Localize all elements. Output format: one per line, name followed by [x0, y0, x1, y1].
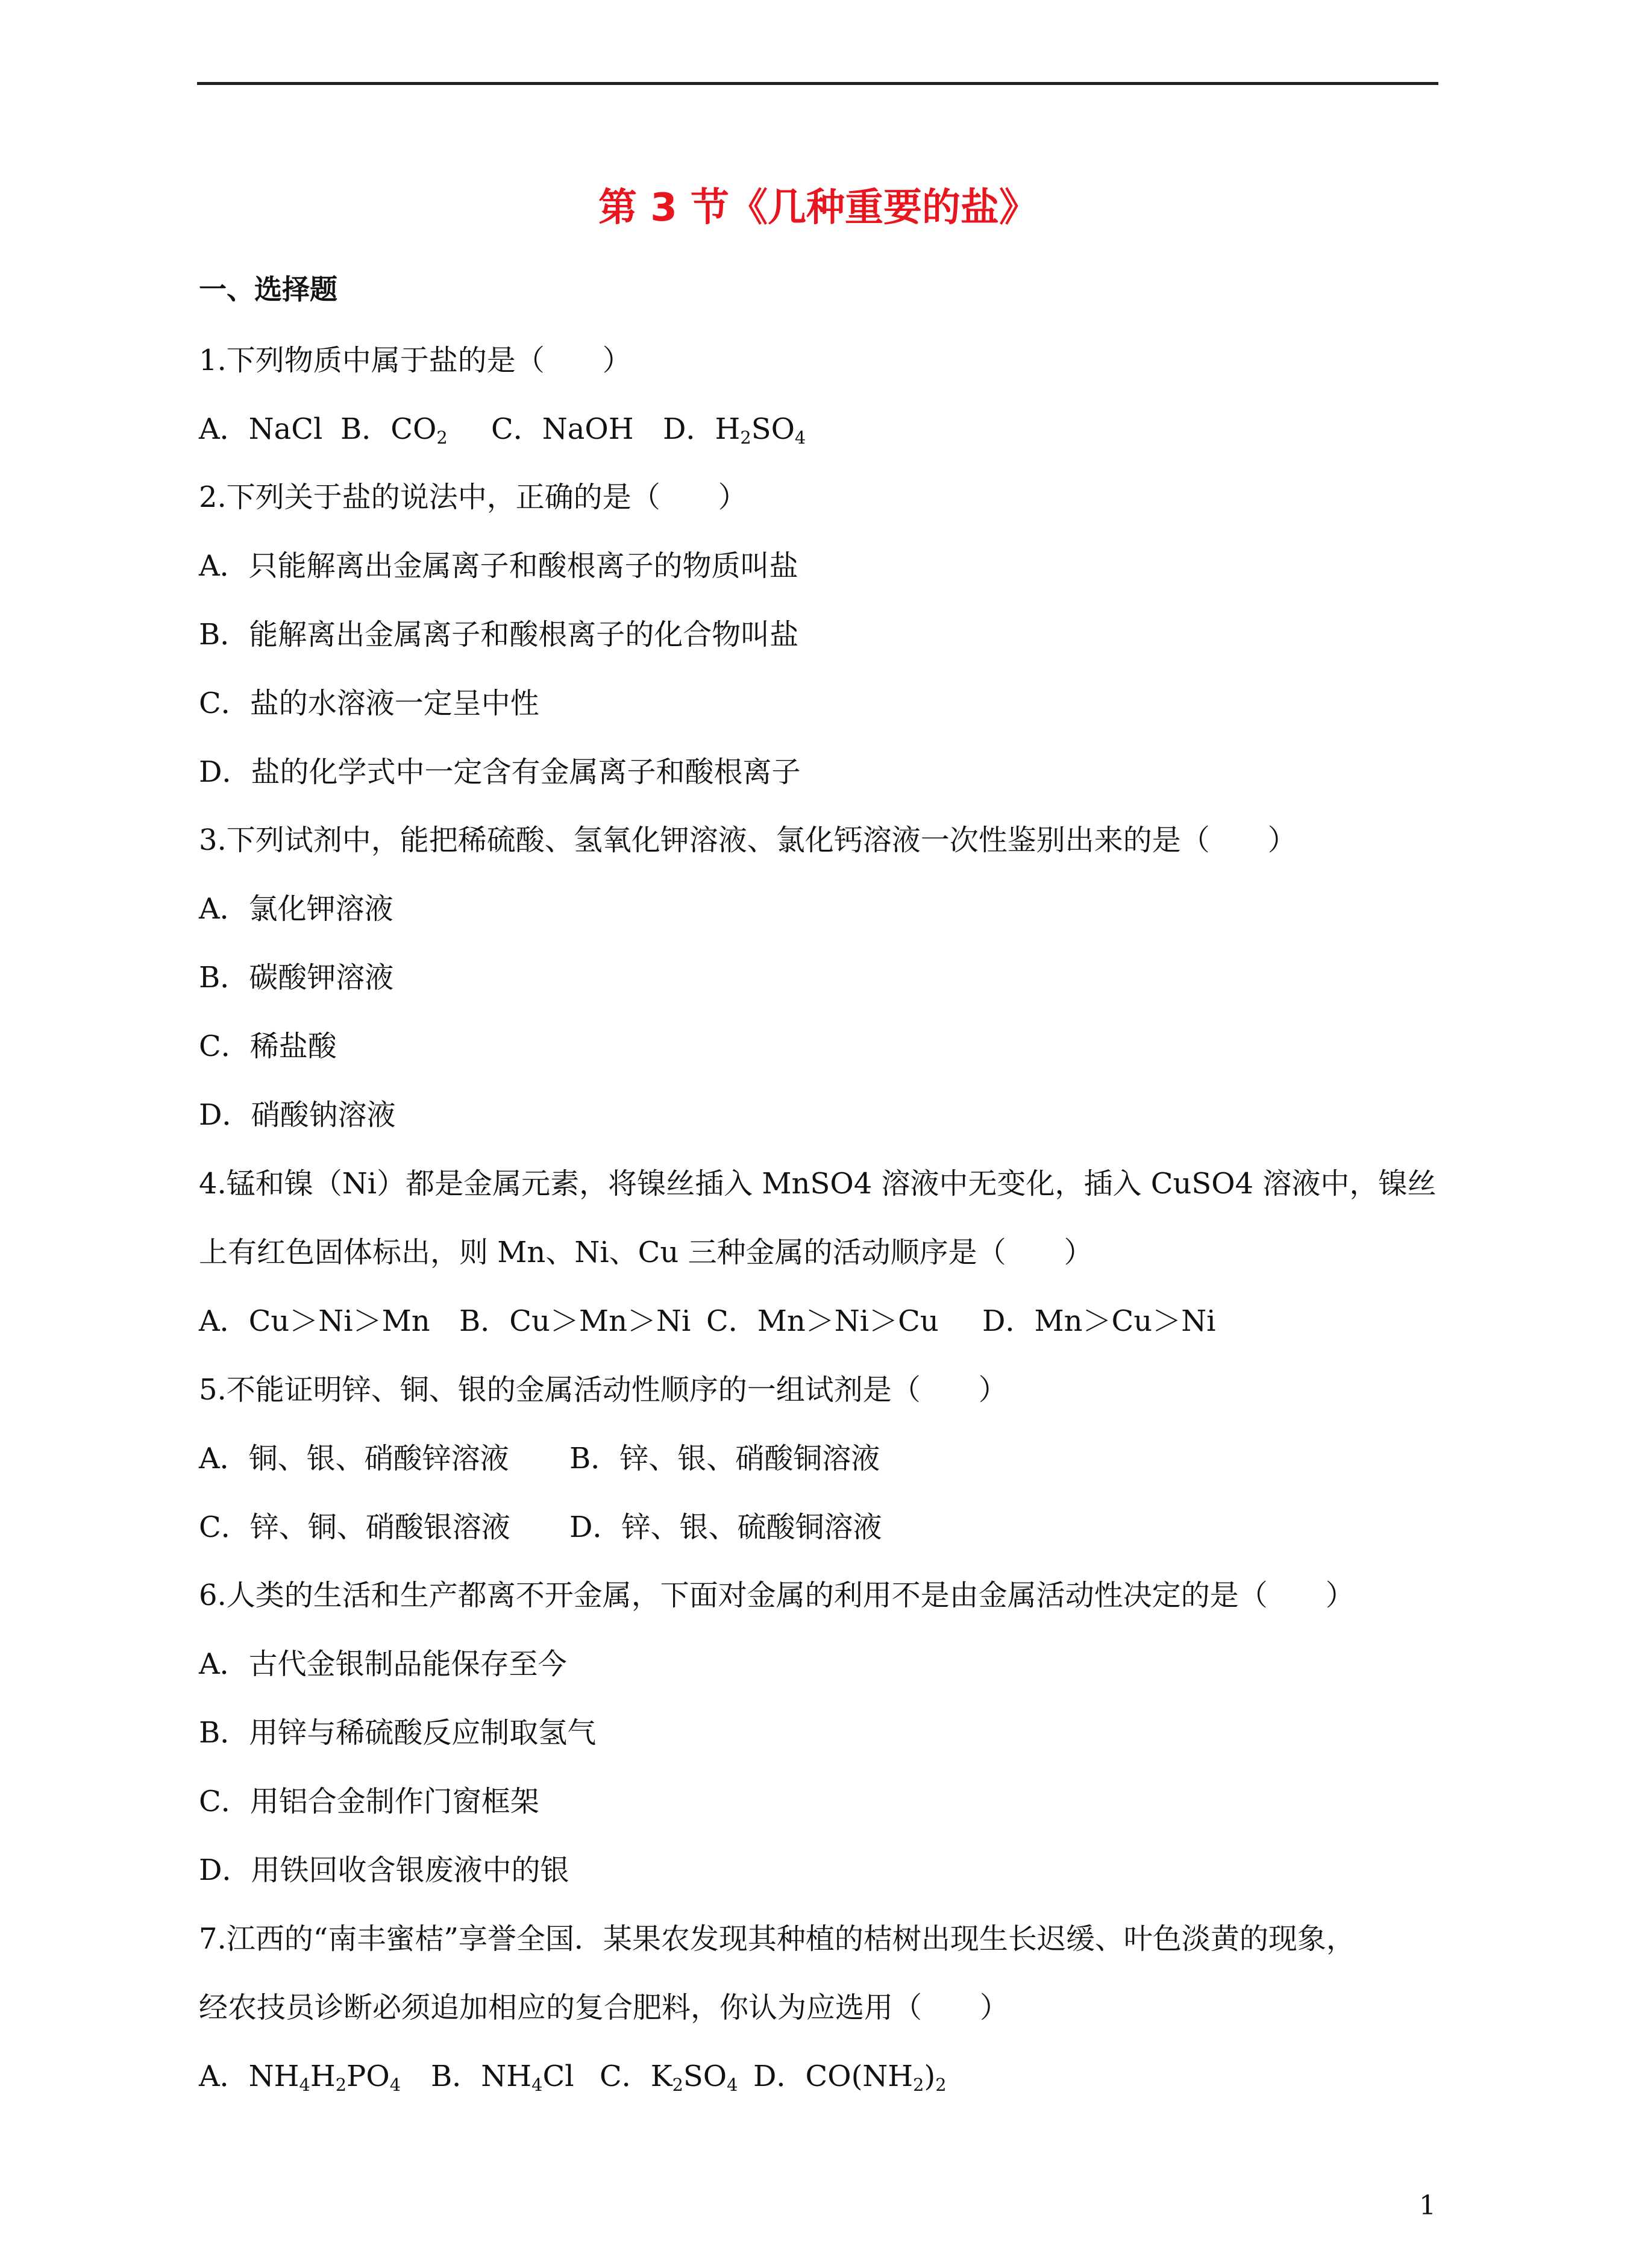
q2-option-c: C．盐的水溶液一定呈中性	[199, 686, 539, 720]
q4-option-c: C．Mn＞Ni＞Cu	[706, 1304, 939, 1338]
page-title: 第 3 节《几种重要的盐》	[598, 186, 1038, 230]
q4-stem-line1: 4.锰和镍（Ni）都是金属元素，将镍丝插入 MnSO4 溶液中无变化，插入 CuSO4 溶液中，镍丝	[199, 1167, 1437, 1201]
q6-option-b: B．用锌与稀硫酸反应制取氢气	[199, 1716, 597, 1750]
q6-option-c: C．用铝合金制作门窗框架	[199, 1785, 539, 1818]
q5-option-a: A．铜、银、硝酸锌溶液	[199, 1442, 509, 1475]
q4-option-d: D．Mn＞Cu＞Ni	[982, 1304, 1216, 1338]
q1-option-c: C．NaOH	[491, 412, 634, 446]
q3-option-d: D．硝酸钠溶液	[199, 1098, 396, 1132]
q5-option-c: C．锌、铜、硝酸银溶液	[199, 1510, 510, 1544]
q7-option-b: B．$NH_4Cl$	[431, 2059, 574, 2095]
q7-option-c: C．$K_2SO_4$	[600, 2059, 738, 2095]
q1-option-d: D．$H_2SO_4$	[663, 412, 806, 448]
q3-stem: 3.下列试剂中，能把稀硫酸、氢氧化钾溶液、氯化钙溶液一次性鉴别出来的是（ ）	[199, 823, 1297, 857]
q1-stem: 1.下列物质中属于盐的是（ ）	[199, 344, 632, 377]
q3-option-c: C．稀盐酸	[199, 1029, 337, 1063]
q5-option-b: B．锌、银、硝酸铜溶液	[569, 1442, 880, 1475]
q1-option-b: B．$CO_2$	[340, 412, 448, 448]
q2-option-b: B．能解离出金属离子和酸根离子的化合物叫盐	[199, 618, 799, 652]
q5-options-row2	[199, 1509, 882, 1545]
q2-option-d: D．盐的化学式中一定含有金属离子和酸根离子	[199, 755, 801, 789]
q5-stem: 5.不能证明锌、铜、银的金属活动性顺序的一组试剂是（ ）	[199, 1373, 1008, 1407]
q6-stem: 6.人类的生活和生产都离不开金属，下面对金属的利用不是由金属活动性决定的是（ ）	[199, 1578, 1355, 1612]
section-heading: 一、选择题	[199, 273, 337, 306]
q3-option-b: B．碳酸钾溶液	[199, 961, 394, 994]
q2-option-a: A．只能解离出金属离子和酸根离子的物质叫盐	[199, 549, 798, 583]
q3-option-a: A．氯化钾溶液	[199, 892, 393, 926]
q7-stem-line1: 7.江西的“南丰蜜桔”享誉全国．某果农发现其种植的桔树出现生长迟缓、叶色淡黄的现象，	[199, 1922, 1355, 1956]
q7-option-a: A．$NH_4H_2PO_4$	[199, 2059, 401, 2095]
header-rule	[197, 82, 1438, 85]
q1-options	[199, 411, 806, 447]
q1-option-a: A．NaCl	[199, 412, 323, 446]
q2-stem: 2.下列关于盐的说法中，正确的是（ ）	[199, 480, 747, 514]
q7-option-d: D．$CO(NH_2)_2$	[753, 2059, 947, 2095]
q4-options	[199, 1303, 1216, 1339]
q5-options-row1	[199, 1440, 880, 1477]
q7-options	[199, 2058, 947, 2094]
q6-option-d: D．用铁回收含银废液中的银	[199, 1853, 569, 1887]
q4-stem-line2: 上有红色固体标出，则 Mn、Ni、Cu 三种金属的活动顺序是（ ）	[199, 1236, 1093, 1269]
q7-stem-line2: 经农技员诊断必须追加相应的复合肥料，你认为应选用（ ）	[199, 1991, 1009, 2025]
page-number: 1	[1419, 2190, 1436, 2221]
q6-option-a: A．古代金银制品能保存至今	[199, 1647, 567, 1681]
q4-option-a: A．Cu＞Ni＞Mn	[199, 1304, 430, 1338]
q5-option-d: D．锌、银、硫酸铜溶液	[569, 1510, 882, 1544]
q4-option-b: B．Cu＞Mn＞Ni	[459, 1304, 691, 1338]
